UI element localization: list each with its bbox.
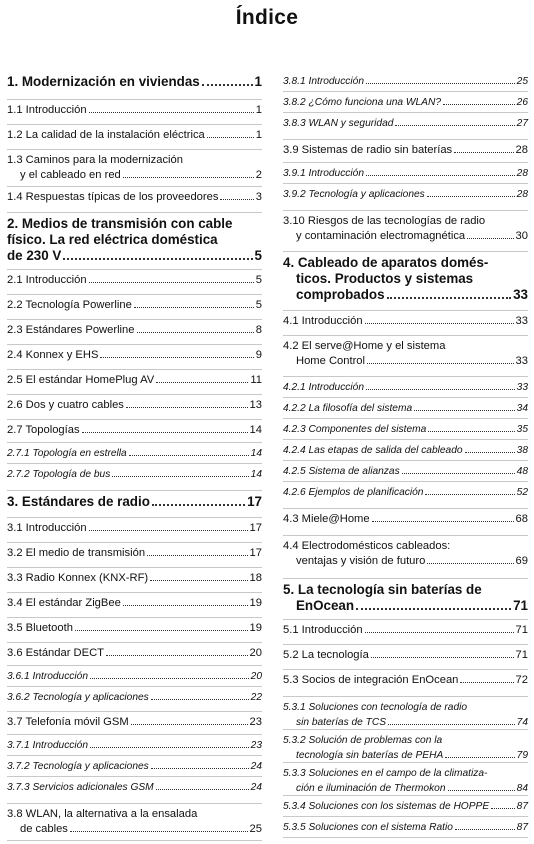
toc-page-number: 74 <box>516 717 528 728</box>
toc-page-number: 17 <box>247 494 262 509</box>
toc-page-number: 1 <box>255 129 262 141</box>
toc-entry-title: 4.2.2 La filosofía del sistema <box>283 403 413 414</box>
toc-entry-title: ción e iluminación de Thermokon <box>296 783 446 794</box>
toc-entry-title: 1.4 Respuestas típicas de los proveedores <box>7 191 219 203</box>
toc-entry <box>283 623 528 645</box>
dot-leader <box>151 768 249 769</box>
dot-leader <box>445 757 514 758</box>
dot-leader <box>460 682 513 683</box>
toc-column-left <box>7 74 262 844</box>
toc-entry-title: 4.1 Introducción <box>283 315 363 327</box>
dot-leader <box>90 747 249 748</box>
toc-entry <box>7 323 262 345</box>
toc-page-number: 19 <box>249 622 262 634</box>
toc-entry-title: 2.1 Introducción <box>7 274 87 286</box>
toc-entry-title: 3.10 Riesgos de las tecnologías de radio <box>283 215 486 227</box>
toc-page-number: 14 <box>250 448 262 459</box>
toc-page-number: 71 <box>513 598 528 613</box>
toc-entry <box>283 339 528 377</box>
dot-leader <box>427 196 515 197</box>
toc-page-number: 19 <box>249 597 262 609</box>
dot-leader <box>151 699 249 700</box>
toc-entry <box>7 74 262 100</box>
toc-page-number: 34 <box>516 403 528 414</box>
toc-page-number: 33 <box>515 315 528 327</box>
toc-entry-title: 4.2.3 Componentes del sistema <box>283 424 427 435</box>
dot-leader <box>112 476 248 477</box>
toc-entry <box>283 464 528 482</box>
toc-entry <box>283 380 528 398</box>
toc-page-number: 17 <box>249 547 262 559</box>
toc-entry-title: 3.7.2 Tecnología y aplicaciones <box>7 761 149 772</box>
dot-leader <box>395 125 514 126</box>
toc-entry <box>283 700 528 730</box>
toc-page-number: 2 <box>255 169 262 181</box>
toc-entry-title: y contaminación electromagnética <box>296 230 466 242</box>
dot-leader <box>89 282 254 283</box>
toc-page-number: 28 <box>516 189 528 200</box>
toc-page-number: 20 <box>249 647 262 659</box>
toc-entry-title: 2.7 Topologías <box>7 424 80 436</box>
dot-leader <box>465 452 515 453</box>
toc-entry <box>283 820 528 838</box>
dot-leader <box>100 357 253 358</box>
toc-page-number: 87 <box>516 801 528 812</box>
dot-leader <box>156 382 248 383</box>
dot-leader <box>356 608 511 610</box>
toc-entry <box>283 314 528 336</box>
toc-page-number: 71 <box>515 624 528 636</box>
toc-page-number: 13 <box>249 399 262 411</box>
toc-entry-title: 4.2.4 Las etapas de salida del cableado <box>283 445 463 456</box>
toc-entry-title: 3.7.3 Servicios adicionales GSM <box>7 782 154 793</box>
toc-entry-title: 5.1 Introducción <box>283 624 363 636</box>
toc-entry <box>283 95 528 113</box>
toc-entry-title: 3.8.1 Introducción <box>283 76 364 87</box>
toc-page-number: 84 <box>516 783 528 794</box>
toc-entry <box>7 446 262 464</box>
toc-entry <box>283 166 528 184</box>
toc-entry-title: 3.9.1 Introducción <box>283 168 364 179</box>
toc-entry-title: 3.3 Radio Konnex (KNX-RF) <box>7 572 149 584</box>
toc-entry-title: 5.3.1 Soluciones con tecnología de radio <box>283 702 468 713</box>
toc-entry-title: 3.5 Bluetooth <box>7 622 73 634</box>
toc-page-number: 33 <box>513 287 528 302</box>
dot-leader <box>202 84 253 86</box>
dot-leader <box>448 790 515 791</box>
dot-leader <box>387 297 512 299</box>
toc-page-number: 17 <box>249 522 262 534</box>
toc-entry <box>7 738 262 756</box>
toc-entry-title: 3.4 El estándar ZigBee <box>7 597 121 609</box>
dot-leader <box>82 432 248 433</box>
dot-leader <box>365 632 514 633</box>
toc-page-number: 11 <box>250 374 262 386</box>
toc-entry-title: comprobados <box>296 287 385 302</box>
toc-entry-title: 5.2 La tecnología <box>283 649 369 661</box>
toc-entry <box>283 512 528 536</box>
dot-leader <box>402 473 515 474</box>
toc-entry-title: 2. Medios de transmisión con cable <box>7 216 233 231</box>
toc-entry <box>283 673 528 697</box>
toc-page-number: 14 <box>249 424 262 436</box>
toc-entry-title: 3.9 Sistemas de radio sin baterías <box>283 144 453 156</box>
toc-entry-title: 2.7.1 Topología en estrella <box>7 448 127 459</box>
toc-entry <box>7 571 262 593</box>
toc-page-number: 27 <box>516 118 528 129</box>
toc-entry-title: 3.7 Telefonía móvil GSM <box>7 716 129 728</box>
dot-leader <box>137 332 254 333</box>
toc-entry <box>283 401 528 419</box>
toc-entry <box>7 621 262 643</box>
toc-entry <box>283 539 528 579</box>
dot-leader <box>427 563 513 564</box>
toc-entry-title: 2.6 Dos y cuatro cables <box>7 399 124 411</box>
toc-entry-title: de 230 V <box>7 248 62 263</box>
toc-page-number: 23 <box>250 740 262 751</box>
toc-entry <box>283 582 528 620</box>
dot-leader <box>443 104 515 105</box>
toc-entry-title: de cables <box>20 823 68 835</box>
toc-entry-title: 3.8 WLAN, la alternativa a la ensalada <box>7 808 198 820</box>
toc-entry <box>283 485 528 509</box>
toc-page-number: 25 <box>249 823 262 835</box>
toc-page-number: 69 <box>515 555 528 567</box>
toc-page-number: 35 <box>516 424 528 435</box>
toc-page-number: 48 <box>516 466 528 477</box>
page-title: Índice <box>235 6 299 29</box>
dot-leader <box>425 494 514 495</box>
toc-entry-title: 4.3 Miele@Home <box>283 513 370 525</box>
toc-entry-title: 5.3.3 Soluciones en el campo de la climatiza- <box>283 768 488 779</box>
toc-entry <box>7 596 262 618</box>
toc-entry <box>283 799 528 817</box>
toc-entry-title: 4.2.1 Introducción <box>283 382 364 393</box>
toc-page-number: 8 <box>255 324 262 336</box>
toc-entry <box>283 443 528 461</box>
toc-entry <box>7 273 262 295</box>
toc-entry-title: ventajas y visión de futuro <box>296 555 426 567</box>
toc-entry <box>7 467 262 491</box>
toc-page-number: 9 <box>255 349 262 361</box>
toc-entry <box>283 422 528 440</box>
toc-page-number: 20 <box>250 671 262 682</box>
toc-entry-title: 5.3.2 Solución de problemas con la <box>283 735 443 746</box>
toc-page-number: 52 <box>516 487 528 498</box>
toc-entry-title: 5.3.4 Soluciones con los sistemas de HOPPE <box>283 801 490 812</box>
dot-leader <box>147 555 248 556</box>
toc-entry-title: 4.2.5 Sistema de alianzas <box>283 466 400 477</box>
toc-column-right <box>283 74 528 841</box>
toc-page-number: 18 <box>249 572 262 584</box>
toc-entry-title: 1. Modernización en viviendas <box>7 74 200 89</box>
toc-entry-title: físico. La red eléctrica doméstica <box>7 232 218 247</box>
toc-entry-title: 1.1 Introducción <box>7 104 87 116</box>
toc-entry <box>7 190 262 213</box>
toc-entry-title: 5. La tecnología sin baterías de <box>283 582 482 597</box>
dot-leader <box>388 724 515 725</box>
dot-leader <box>467 238 513 239</box>
dot-leader <box>414 410 515 411</box>
toc-page-number: 33 <box>515 355 528 367</box>
toc-entry <box>283 766 528 796</box>
toc-entry <box>7 646 262 666</box>
toc-entry-title: 2.2 Tecnología Powerline <box>7 299 132 311</box>
toc-page-number: 3 <box>255 191 262 203</box>
toc-entry-title: 3.8.2 ¿Cómo funciona una WLAN? <box>283 97 441 108</box>
dot-leader <box>428 431 514 432</box>
toc-page-number: 28 <box>516 168 528 179</box>
dot-leader <box>156 789 249 790</box>
toc-page-number: 28 <box>515 144 528 156</box>
toc-entry <box>283 255 528 311</box>
toc-entry-title: 1.2 La calidad de la instalación eléctrica <box>7 129 205 141</box>
dot-leader <box>123 177 254 178</box>
dot-leader <box>152 504 245 506</box>
toc-page-number: 38 <box>516 445 528 456</box>
toc-page-number: 1 <box>254 74 262 89</box>
dot-leader <box>220 199 253 200</box>
toc-page-number: 26 <box>516 97 528 108</box>
dot-leader <box>75 630 248 631</box>
toc-page-number: 22 <box>250 692 262 703</box>
dot-leader <box>106 655 248 656</box>
toc-entry-title: 4.2.6 Ejemplos de planificación <box>283 487 424 498</box>
toc-entry-title: 2.3 Estándares Powerline <box>7 324 135 336</box>
toc-entry-title: 3. Estándares de radio <box>7 494 150 509</box>
toc-entry-title: 2.4 Konnex y EHS <box>7 349 99 361</box>
dot-leader <box>129 455 249 456</box>
toc-entry-title: tecnología sin baterías de PEHA <box>296 750 444 761</box>
dot-leader <box>70 831 248 832</box>
toc-entry-title: sin baterías de TCS <box>296 717 387 728</box>
dot-leader <box>366 389 515 390</box>
toc-entry-title: 2.5 El estándar HomePlug AV <box>7 374 155 386</box>
toc-page-number: 25 <box>516 76 528 87</box>
toc-entry-title: 5.3.5 Soluciones con el sistema Ratio <box>283 822 453 833</box>
toc-entry <box>7 669 262 687</box>
toc-entry-title: 4.4 Electrodomésticos cableados: <box>283 540 451 552</box>
toc-entry <box>7 780 262 804</box>
dot-leader <box>366 175 515 176</box>
toc-entry <box>7 759 262 777</box>
dot-leader <box>89 112 254 113</box>
toc-page-number: 79 <box>516 750 528 761</box>
dot-leader <box>365 323 514 324</box>
toc-entry <box>283 648 528 670</box>
toc-page-number: 5 <box>255 274 262 286</box>
dot-leader <box>454 152 513 153</box>
toc-page-number: 24 <box>250 782 262 793</box>
toc-page-number: 68 <box>515 513 528 525</box>
toc-entry <box>7 494 262 518</box>
toc-entry-title: 3.9.2 Tecnología y aplicaciones <box>283 189 425 200</box>
toc-page-number: 71 <box>515 649 528 661</box>
toc-entry-title: 3.6 Estándar DECT <box>7 647 105 659</box>
toc-page-number: 23 <box>249 716 262 728</box>
toc-entry-title: 3.2 El medio de transmisión <box>7 547 146 559</box>
toc-entry-title: EnOcean <box>296 598 355 613</box>
toc-page-number: 72 <box>515 674 528 686</box>
toc-page-number: 33 <box>516 382 528 393</box>
dot-leader <box>371 657 514 658</box>
dot-leader <box>367 363 514 364</box>
dot-leader <box>372 521 514 522</box>
dot-leader <box>131 724 248 725</box>
dot-leader <box>90 678 249 679</box>
toc-entry-title: 4.2 El serve@Home y el sistema <box>283 340 446 352</box>
toc-page-number: 1 <box>255 104 262 116</box>
toc-entry <box>283 143 528 163</box>
toc-entry <box>7 807 262 841</box>
toc-entry <box>7 546 262 568</box>
toc-entry-title: 1.3 Caminos para la modernización <box>7 154 183 166</box>
dot-leader <box>366 83 515 84</box>
toc-entry-title: ticos. Productos y sistemas <box>296 271 474 286</box>
toc-entry-title: 5.3 Socios de integración EnOcean <box>283 674 459 686</box>
dot-leader <box>150 580 247 581</box>
toc-entry <box>283 116 528 140</box>
dot-leader <box>63 258 252 260</box>
dot-leader <box>134 307 254 308</box>
dot-leader <box>455 829 515 830</box>
toc-entry <box>283 733 528 763</box>
toc-page-number: 5 <box>255 299 262 311</box>
toc-page-number: 5 <box>254 248 262 263</box>
toc-entry-title: 3.6.2 Tecnología y aplicaciones <box>7 692 149 703</box>
toc-page-number: 30 <box>515 230 528 242</box>
toc-entry <box>7 103 262 125</box>
dot-leader <box>123 605 248 606</box>
dot-leader <box>491 808 515 809</box>
toc-entry <box>283 214 528 252</box>
toc-entry <box>7 398 262 420</box>
toc-entry <box>283 187 528 211</box>
toc-entry <box>7 373 262 395</box>
toc-page-number: 87 <box>516 822 528 833</box>
toc-entry-title: 2.7.2 Topología de bus <box>7 469 111 480</box>
toc-entry <box>7 521 262 543</box>
toc-entry <box>7 153 262 187</box>
toc-entry-title: y el cableado en red <box>20 169 121 181</box>
dot-leader <box>207 137 254 138</box>
toc-entry-title: Home Control <box>296 355 366 367</box>
toc-entry <box>7 128 262 150</box>
toc-entry-title: 3.7.1 Introducción <box>7 740 88 751</box>
toc-entry <box>283 74 528 92</box>
toc-entry-title: 3.6.1 Introducción <box>7 671 88 682</box>
toc-entry <box>7 348 262 370</box>
toc-entry-title: 4. Cableado de aparatos domés- <box>283 255 489 270</box>
dot-leader <box>126 407 248 408</box>
toc-entry-title: 3.1 Introducción <box>7 522 87 534</box>
toc-entry <box>7 423 262 443</box>
toc-entry-title: 3.8.3 WLAN y seguridad <box>283 118 394 129</box>
toc-entry <box>7 216 262 270</box>
toc-entry <box>7 715 262 735</box>
toc-entry <box>7 298 262 320</box>
toc-page-number: 14 <box>250 469 262 480</box>
dot-leader <box>89 530 248 531</box>
toc-entry <box>7 690 262 712</box>
toc-page-number: 24 <box>250 761 262 772</box>
